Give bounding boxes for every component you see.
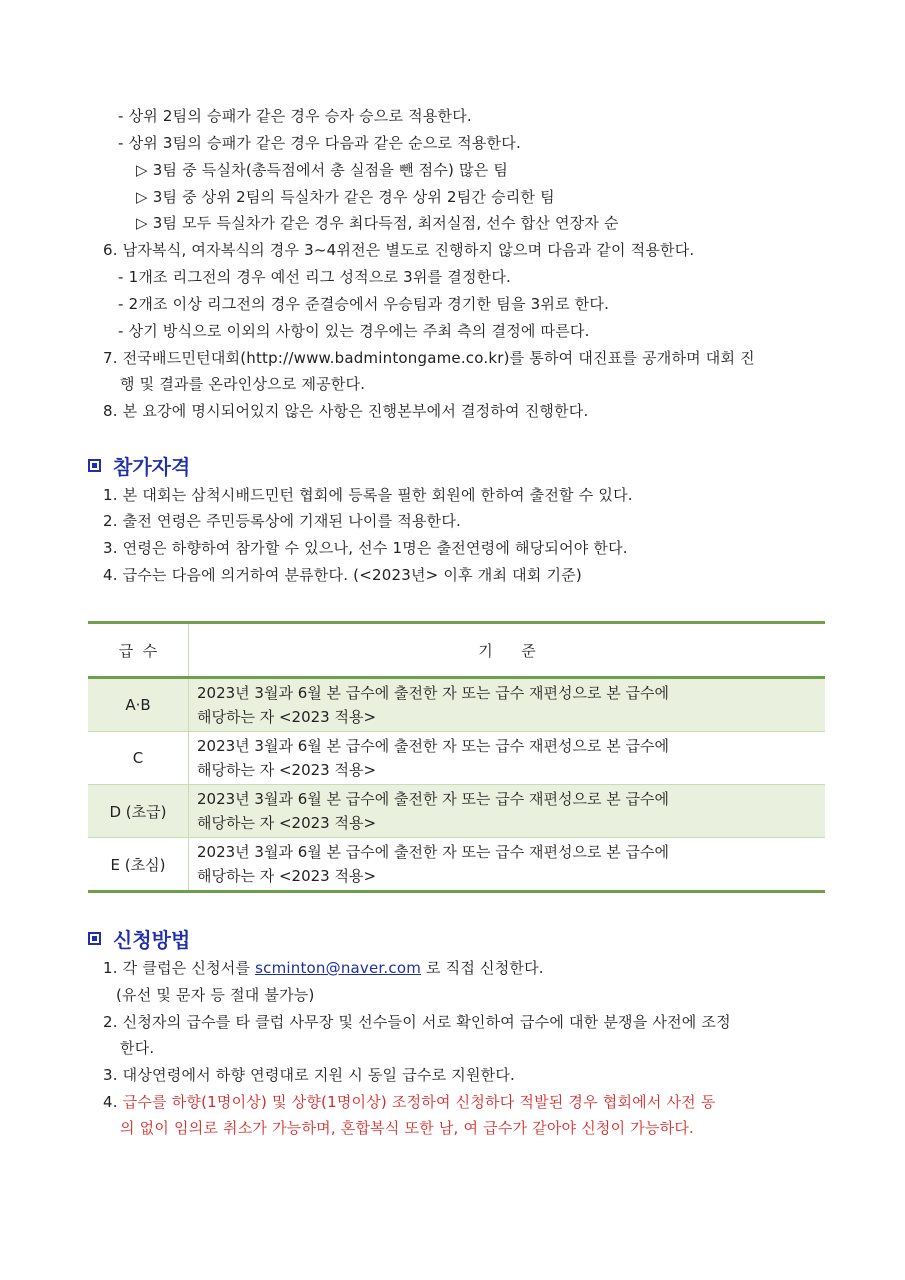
- section-heading-eligibility: [88, 451, 190, 480]
- rule-item-6: 6. 남자복식, 여자복식의 경우 3~4위전은 별도로 진행하지 않으며 다음과 같이 적용한다.: [103, 241, 695, 259]
- table-row: [88, 678, 825, 732]
- eligibility-item: 3. 연령은 하향하여 참가할 수 있으나, 선수 1명은 출전연령에 해당되어야 한다.: [103, 539, 628, 557]
- grade-cell: C: [88, 732, 189, 785]
- application-item-2-cont: 한다.: [120, 1039, 155, 1057]
- criteria-cell: [189, 678, 826, 732]
- criteria-line: 2023년 3월과 6월 본 급수에 출전한 자 또는 급수 재편성으로 본 급수에: [197, 684, 669, 702]
- table-header-row: [88, 623, 825, 678]
- application-item-4-cont: 의 없이 임의로 취소가 가능하며, 혼합복식 또한 남, 여 급수가 같아야 신청이 가능하다.: [120, 1119, 694, 1137]
- grade-cell: D (초급): [88, 785, 189, 838]
- application-item-3: 3. 대상연령에서 하향 연령대로 지원 시 동일 급수로 지원한다.: [103, 1066, 515, 1084]
- table-row: [88, 838, 825, 892]
- application-item-1: [103, 958, 544, 978]
- criteria-line: 2023년 3월과 6월 본 급수에 출전한 자 또는 급수 재편성으로 본 급수에: [197, 790, 669, 808]
- rule-line: - 1개조 리그전의 경우 예선 리그 성적으로 3위를 결정한다.: [118, 268, 511, 286]
- rule-subline: ▷ 3팀 중 득실차(총득점에서 총 실점을 뺀 점수) 많은 팀: [136, 161, 509, 179]
- rule-item-7-cont: 행 및 결과를 온라인상으로 제공한다.: [120, 375, 366, 393]
- criteria-line: 해당하는 자 <2023 적용>: [197, 708, 377, 726]
- email-link[interactable]: scminton@naver.com: [255, 959, 422, 977]
- rule-subline: ▷ 3팀 모두 득실차가 같은 경우 최다득점, 최저실점, 선수 합산 연장자 순: [136, 214, 619, 232]
- warning-text: 급수를 하향(1명이상) 및 상향(1명이상) 조정하여 신청하다 적발된 경우 협회에서 사전 동: [122, 1093, 716, 1111]
- criteria-line: 해당하는 자 <2023 적용>: [197, 761, 377, 779]
- application-item-2: 2. 신청자의 급수를 타 클럽 사무장 및 선수들이 서로 확인하여 급수에 대한 분쟁을 사전에 조정: [103, 1013, 731, 1031]
- rule-line: - 상위 3팀의 승패가 같은 경우 다음과 같은 순으로 적용한다.: [118, 134, 521, 152]
- rule-subline: ▷ 3팀 중 상위 2팀의 득실차가 같은 경우 상위 2팀간 승리한 팀: [136, 188, 555, 206]
- heading-text: 참가자격: [113, 455, 191, 479]
- item-number: 4.: [103, 1093, 118, 1111]
- square-bullet-icon: [88, 932, 101, 945]
- rule-line: - 상위 2팀의 승패가 같은 경우 승자 승으로 적용한다.: [118, 107, 472, 125]
- criteria-line: 2023년 3월과 6월 본 급수에 출전한 자 또는 급수 재편성으로 본 급수에: [197, 843, 669, 861]
- criteria-line: 해당하는 자 <2023 적용>: [197, 867, 377, 885]
- criteria-cell: [189, 732, 826, 785]
- rule-item-7: 7. 전국배드민턴대회(http://www.badmintongame.co.kr)를 통하여 대진표를 공개하며 대회 진: [103, 349, 755, 367]
- criteria-cell: [189, 838, 826, 892]
- rule-line: - 상기 방식으로 이외의 사항이 있는 경우에는 주최 측의 결정에 따른다.: [118, 322, 590, 340]
- heading-text: 신청방법: [113, 928, 191, 952]
- application-item-1-note: (유선 및 문자 등 절대 불가능): [116, 986, 315, 1004]
- item-text: 1. 각 클럽은 신청서를: [103, 959, 251, 977]
- header-grade: 급 수: [88, 623, 189, 678]
- grade-table: [88, 621, 825, 893]
- grade-cell: E (초심): [88, 838, 189, 892]
- rule-item-8: 8. 본 요강에 명시되어있지 않은 사항은 진행본부에서 결정하여 진행한다.: [103, 402, 589, 420]
- eligibility-item: 2. 출전 연령은 주민등록상에 기재된 나이를 적용한다.: [103, 512, 461, 530]
- rule-line: - 2개조 이상 리그전의 경우 준결승에서 우승팀과 경기한 팀을 3위로 한다.: [118, 295, 610, 313]
- criteria-line: 2023년 3월과 6월 본 급수에 출전한 자 또는 급수 재편성으로 본 급수에: [197, 737, 669, 755]
- grade-cell: A·B: [88, 678, 189, 732]
- criteria-line: 해당하는 자 <2023 적용>: [197, 814, 377, 832]
- table-row: [88, 732, 825, 785]
- section-heading-application: [88, 924, 190, 953]
- criteria-cell: [189, 785, 826, 838]
- application-item-4: [103, 1092, 716, 1112]
- eligibility-item: 1. 본 대회는 삼척시배드민턴 협회에 등록을 필한 회원에 한하여 출전할 수 있다.: [103, 486, 633, 504]
- item-text: 로 직접 신청한다.: [426, 959, 544, 977]
- square-bullet-icon: [88, 459, 101, 472]
- table-row: [88, 785, 825, 838]
- eligibility-item: 4. 급수는 다음에 의거하여 분류한다. (<2023년> 이후 개최 대회 기준): [103, 566, 582, 584]
- header-criteria: 기 준: [189, 623, 826, 678]
